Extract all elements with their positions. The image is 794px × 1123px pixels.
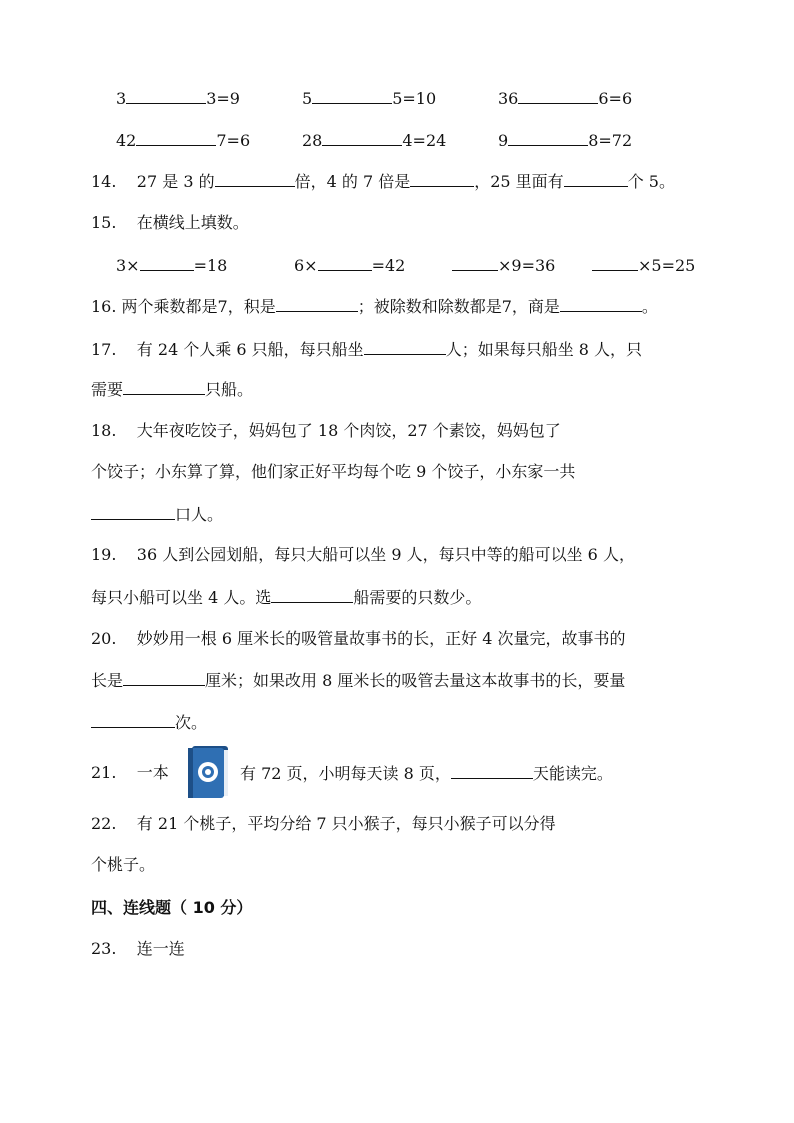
question-text: 两个乘数都是7，积是 <box>121 297 276 316</box>
eq-left: 28 <box>302 131 323 150</box>
answer-blank[interactable] <box>560 295 642 312</box>
question-text: 只船。 <box>205 380 254 399</box>
question-number: 18. <box>91 421 117 440</box>
question-number: 21. <box>91 763 117 782</box>
eq-right: ×9=36 <box>498 256 556 275</box>
question-15 <box>91 212 249 234</box>
eq-left: 6× <box>294 256 318 275</box>
question-text: 长是 <box>91 671 124 690</box>
answer-blank[interactable] <box>91 711 175 728</box>
eq-left: 3× <box>116 256 140 275</box>
equation-36-6-6 <box>498 87 632 110</box>
question-14 <box>91 170 675 193</box>
question-text: 有 24 个人乘 6 只船，每只船坐 <box>136 340 364 359</box>
answer-blank[interactable] <box>136 129 216 146</box>
question-number: 20. <box>91 629 117 648</box>
eq-left: 5 <box>302 89 313 108</box>
equation-42-7-6 <box>116 129 250 152</box>
answer-blank[interactable] <box>140 254 194 271</box>
answer-blank[interactable] <box>271 586 353 603</box>
answer-blank[interactable] <box>318 254 372 271</box>
question-text: 人；如果每只船坐 8 人，只 <box>445 340 643 359</box>
question-19-cont <box>91 586 481 609</box>
question-text: 27 是 3 的 <box>136 172 215 191</box>
question-text: 个 5。 <box>627 172 675 191</box>
fill-3x-18 <box>116 254 227 277</box>
fill-x5-25 <box>592 254 695 277</box>
eq-right: =42 <box>371 256 406 275</box>
question-text: 倍，4 的 7 倍是 <box>294 172 411 191</box>
question-text: ；被除数和除数都是7，商是 <box>357 297 560 316</box>
question-text: 天能读完。 <box>532 764 613 783</box>
answer-blank[interactable] <box>518 87 598 104</box>
question-text: 有 21 个桃子，平均分给 7 只小猴子，每只小猴子可以分得 <box>136 814 556 833</box>
question-text: 口人。 <box>175 505 224 524</box>
question-text: 连一连 <box>136 939 185 958</box>
question-text: 有 72 页，小明每天读 8 页， <box>240 764 451 783</box>
fill-6x-42 <box>294 254 405 277</box>
answer-blank[interactable] <box>123 669 205 686</box>
question-22-cont <box>91 854 155 876</box>
question-text: 妙妙用一根 6 厘米长的吸管量故事书的长，正好 4 次量完，故事书的 <box>136 629 626 648</box>
question-text: 船需要的只数少。 <box>353 588 482 607</box>
answer-blank[interactable] <box>592 254 638 271</box>
eq-left: 36 <box>498 89 519 108</box>
equation-3-3-9 <box>116 87 240 110</box>
question-number: 19. <box>91 545 117 564</box>
question-21-cont <box>240 762 613 785</box>
question-text: 次。 <box>175 713 208 732</box>
eq-left: 42 <box>116 131 137 150</box>
eq-right: 8=72 <box>588 131 633 150</box>
question-text: ，25 里面有 <box>474 172 564 191</box>
question-number: 22. <box>91 814 117 833</box>
eq-right: 3=9 <box>206 89 240 108</box>
answer-blank[interactable] <box>322 129 402 146</box>
question-18 <box>91 420 561 442</box>
question-text: 36 人到公园划船，每只大船可以坐 9 人，每只中等的船可以坐 6 人， <box>136 545 635 564</box>
section-heading: 四、连线题（ 10 分） <box>91 898 253 917</box>
answer-blank[interactable] <box>451 762 533 779</box>
fill-x9-36 <box>452 254 555 277</box>
question-18-answer <box>91 503 223 526</box>
question-text: 个饺子；小东算了算，他们家正好平均每个吃 9 个饺子，小东家一共 <box>91 462 576 481</box>
question-text: 厘米；如果改用 8 厘米长的吸管去量这本故事书的长，要量 <box>205 671 626 690</box>
eq-right: =18 <box>193 256 228 275</box>
blue-book-icon <box>186 744 232 800</box>
answer-blank[interactable] <box>452 254 498 271</box>
question-23 <box>91 938 185 960</box>
question-22 <box>91 813 556 835</box>
question-text: 。 <box>641 297 658 316</box>
question-text: 一本 <box>136 763 169 782</box>
question-text: 在横线上填数。 <box>136 213 249 232</box>
question-19 <box>91 544 635 566</box>
answer-blank[interactable] <box>364 338 446 355</box>
eq-right: 6=6 <box>598 89 633 108</box>
answer-blank[interactable] <box>508 129 588 146</box>
eq-right: ×5=25 <box>638 256 696 275</box>
eq-left: 9 <box>498 131 509 150</box>
equation-28-4-24 <box>302 129 446 152</box>
question-number: 15. <box>91 213 117 232</box>
eq-right: 7=6 <box>216 131 251 150</box>
question-text: 需要 <box>91 380 124 399</box>
eq-right: 4=24 <box>402 131 447 150</box>
question-number: 23. <box>91 939 117 958</box>
eq-right: 5=10 <box>392 89 437 108</box>
answer-blank[interactable] <box>91 503 175 520</box>
question-17-cont <box>91 378 253 401</box>
question-number: 16. <box>91 297 117 316</box>
question-17 <box>91 338 642 361</box>
answer-blank[interactable] <box>276 295 358 312</box>
question-21 <box>91 762 169 784</box>
answer-blank[interactable] <box>410 170 474 187</box>
question-number: 17. <box>91 340 117 359</box>
question-text: 大年夜吃饺子，妈妈包了 18 个肉饺，27 个素饺，妈妈包了 <box>136 421 561 440</box>
equation-5-5-10 <box>302 87 436 110</box>
question-text: 个桃子。 <box>91 855 156 874</box>
question-number: 14. <box>91 172 117 191</box>
equation-9-8-72 <box>498 129 632 152</box>
answer-blank[interactable] <box>215 170 295 187</box>
answer-blank[interactable] <box>312 87 392 104</box>
question-20-answer <box>91 711 207 734</box>
question-16 <box>91 295 658 318</box>
question-20 <box>91 628 626 650</box>
question-18-cont <box>91 461 575 483</box>
answer-blank[interactable] <box>126 87 206 104</box>
question-20-cont <box>91 669 625 692</box>
question-text: 每只小船可以坐 4 人。选 <box>91 588 272 607</box>
answer-blank[interactable] <box>123 378 205 395</box>
eq-left: 3 <box>116 89 127 108</box>
answer-blank[interactable] <box>564 170 628 187</box>
